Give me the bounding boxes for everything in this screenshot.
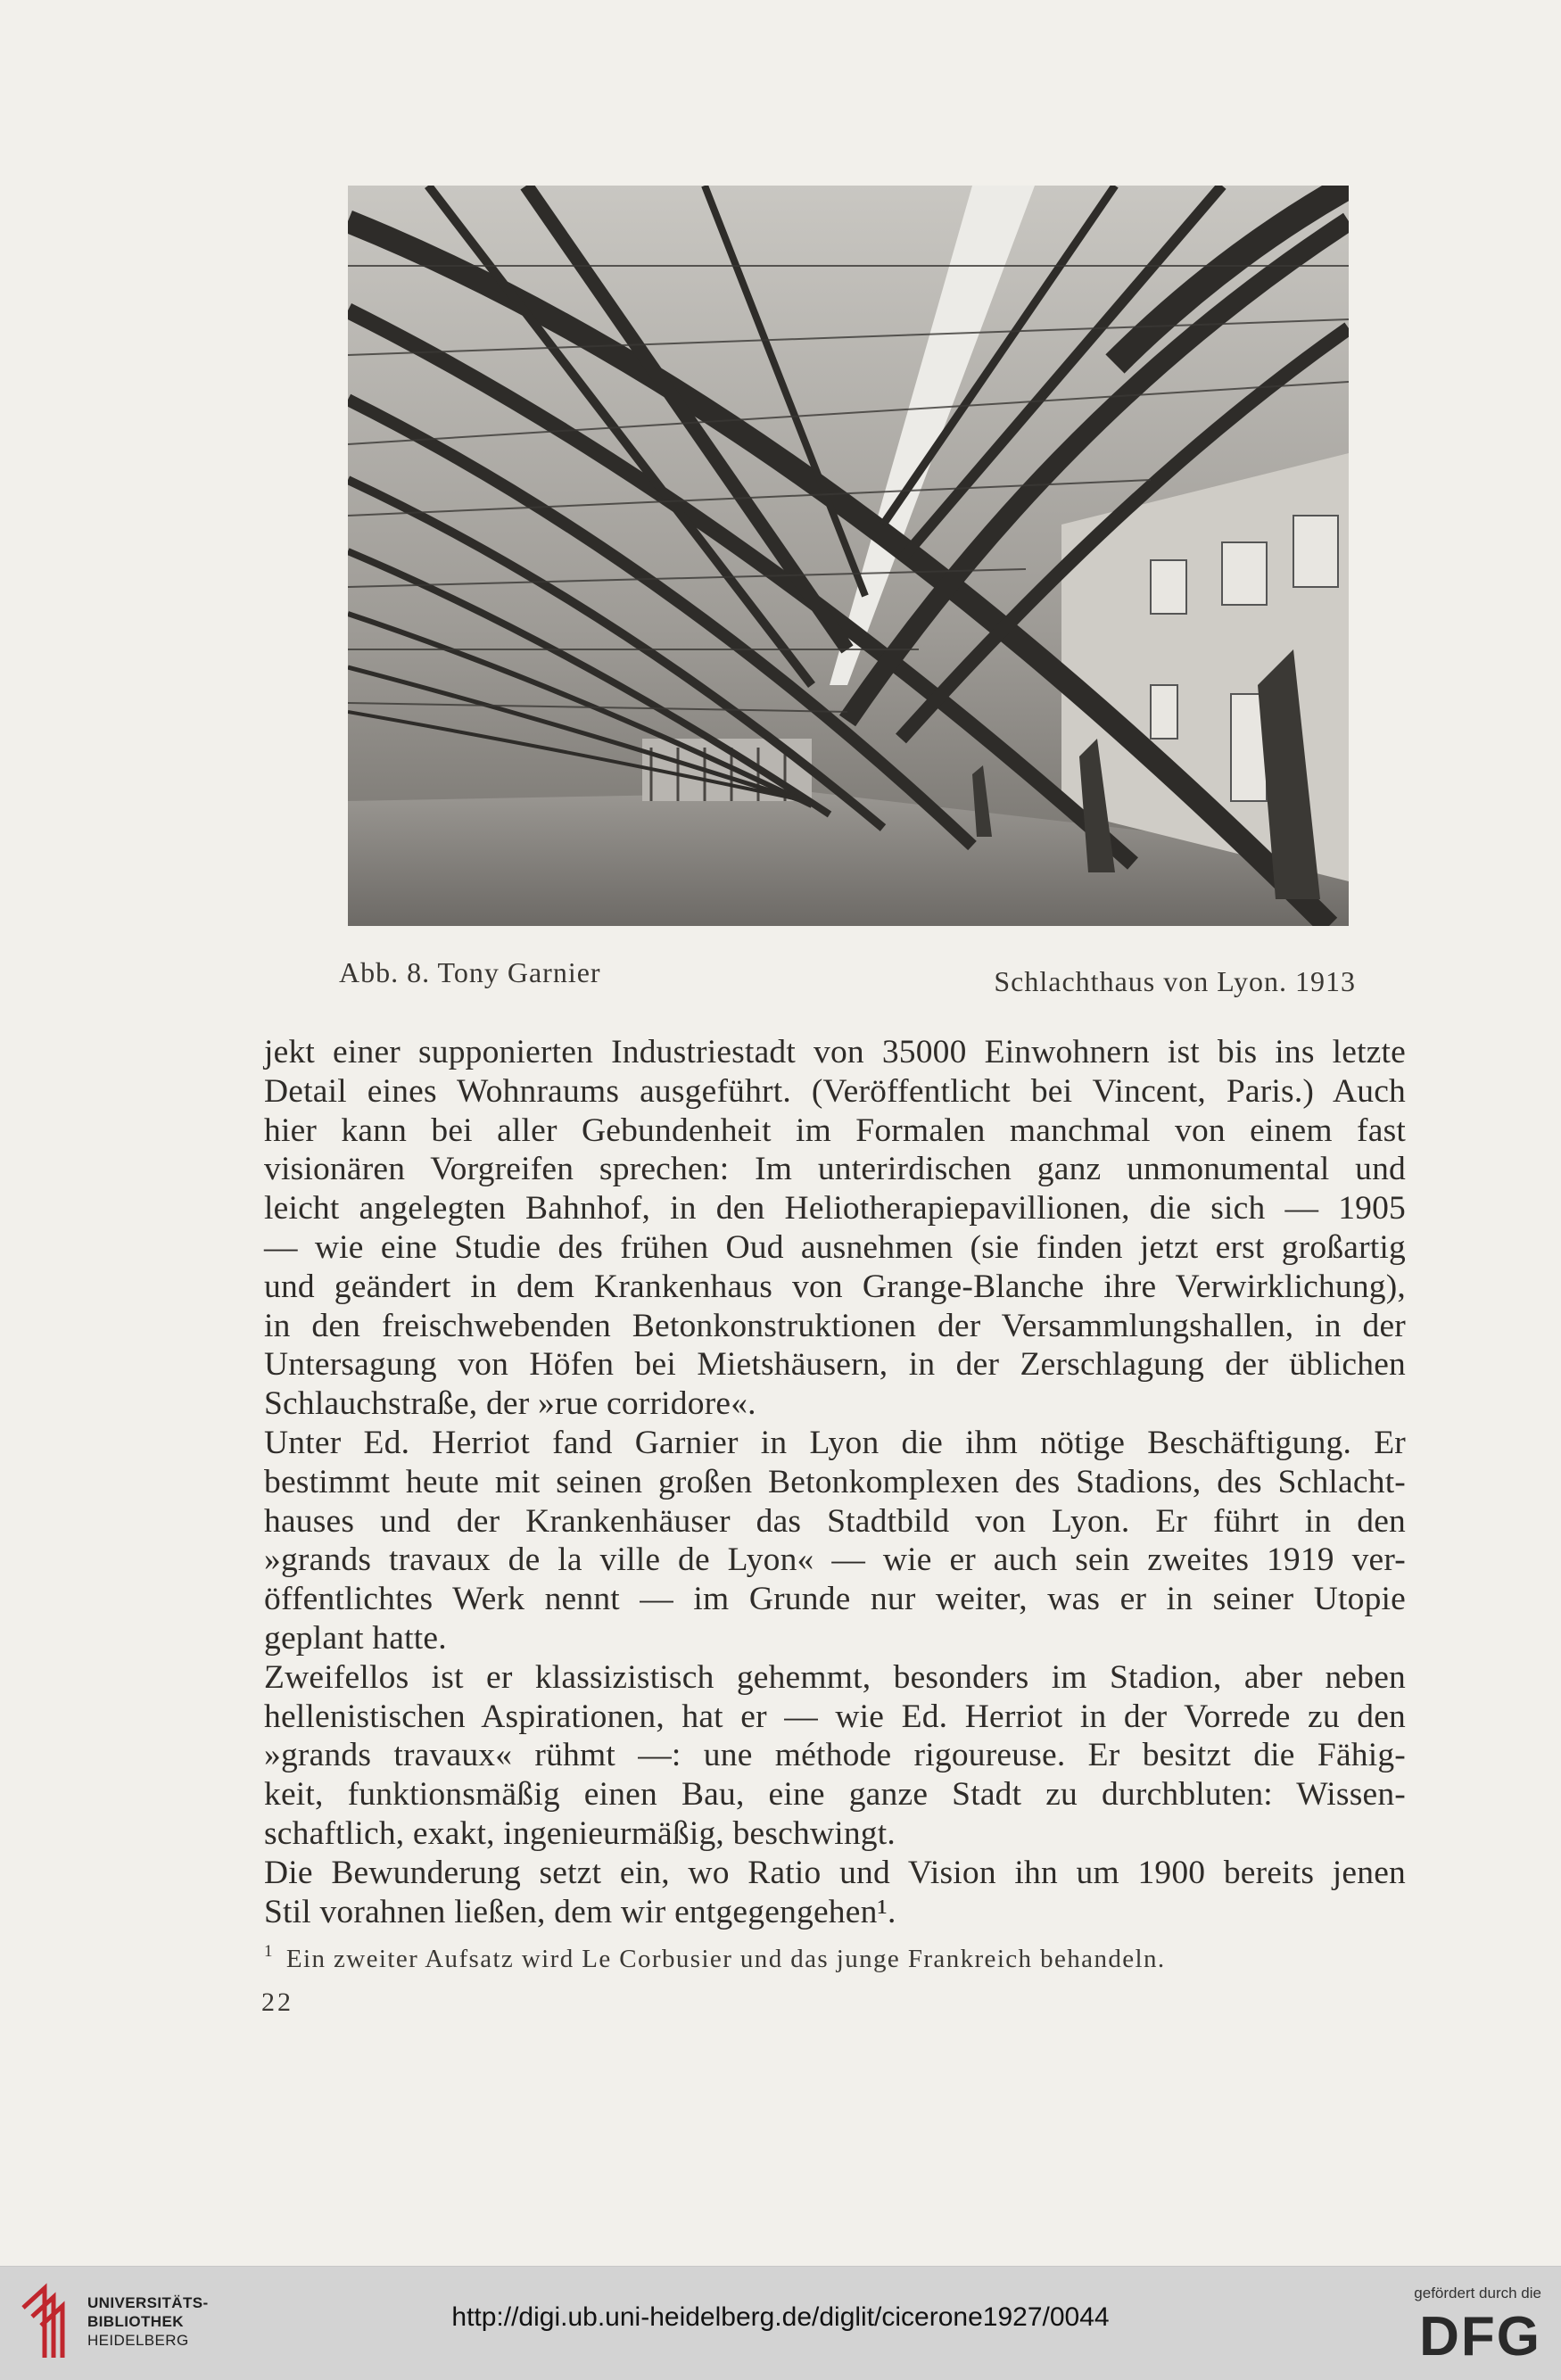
footnote-text: Ein zweiter Aufsatz wird Le Corbusier und das junge Frankreich behandeln. [285,1945,1166,1973]
text-line: hellenistischen Aspirationen, hat er — wie Ed. Herriot in der Vorrede zu den [264,1698,1406,1735]
library-name-line: UNIVERSITÄTS- [87,2294,209,2311]
page-number: 22 [261,1987,293,2017]
text-line: jekt einer supponierten Industriestadt von 35000 Einwohnern ist bis ins letzte [264,1034,1406,1070]
text-line: schaftlich, exakt, ingenieurmäßig, beschwingt. [264,1814,896,1852]
text-line: hier kann bei aller Gebundenheit im Formalen manchmal von einem fast [264,1111,1406,1149]
footnote [264,1942,1317,1974]
text-line: Untersagung von Höfen bei Mietshäusern, in der Zerschlagung der üblichen [264,1346,1406,1384]
figure-caption [339,947,1356,997]
text-line: Detail eines Wohnraums ausgeführt. (Veröffentlicht bei Vincent, Paris.) Auch [264,1072,1406,1110]
text-line: in den freischwebenden Betonkonstruktionen der Versammlungshallen, in der [264,1307,1406,1344]
text-line: hauses und der Krankenhäuser das Stadtbild von Lyon. Er führt in den [264,1502,1406,1540]
text-line: bestimmt heute mit seinen großen Betonkomplexen des Stadions, des Schlacht- [264,1463,1406,1500]
text-line: Unter Ed. Herriot fand Garnier in Lyon die ihm nötige Beschäftigung. Er [264,1424,1406,1461]
text-line: Stil vorahnen ließen, dem wir entgegengehen¹. [264,1893,896,1930]
source-url-link[interactable]: http://digi.ub.uni-heidelberg.de/diglit/cicerone1927/0044 [451,2302,1110,2332]
body-text [264,1033,1406,1931]
library-name-line: BIBLIOTHEK [87,2313,184,2330]
text-line: und geändert in dem Krankenhaus von Grange-Blanche ihre Verwirklichung), [264,1268,1406,1305]
slaughterhouse-photograph [348,186,1349,926]
text-line: Zweifellos ist er klassizistisch gehemmt, besonders im Stadion, aber neben [264,1658,1406,1696]
footer-bar [0,2266,1561,2380]
caption-figure-author: Abb. 8. Tony Garnier [339,956,601,988]
text-line: — wie eine Studie des frühen Oud ausnehmen (sie finden jetzt erst großartig [264,1228,1406,1266]
text-line: »grands travaux« rühmt —: une méthode rigoureuse. Er besitzt die Fähig- [264,1737,1406,1774]
funded-by-label: gefördert durch die [1414,2285,1541,2301]
dfg-logo[interactable]: DFG [1419,2306,1541,2368]
text-line: öffentlichtes Werk nennt — im Grunde nur weiter, was er in seiner Utopie [264,1581,1406,1618]
text-line: Die Bewunderung setzt ein, wo Ratio und Vision ihn um 1900 bereits jenen [264,1854,1406,1891]
text-line: leicht angelegten Bahnhof, in den Heliotherapiepavillionen, die sich — 1905 [264,1190,1406,1227]
text-line: »grands travaux de la ville de Lyon« — wie er auch sein zweites 1919 ver- [264,1541,1406,1579]
library-name-line: HEIDELBERG [87,2332,189,2349]
photo-illustration [348,186,1349,926]
text-line: keit, funktionsmäßig einen Bau, eine ganze Stadt zu durchbluten: Wissen- [264,1776,1406,1814]
footnote-marker: 1 [264,1942,274,1961]
text-line: Schlauchstraße, der »rue corridore«. [264,1385,756,1423]
text-line: geplant hatte. [264,1619,447,1657]
text-line: visionären Vorgreifen sprechen: Im unterirdischen ganz unmonumental und [264,1151,1406,1188]
caption-figure-title: Schlachthaus von Lyon. 1913 [994,965,1356,997]
